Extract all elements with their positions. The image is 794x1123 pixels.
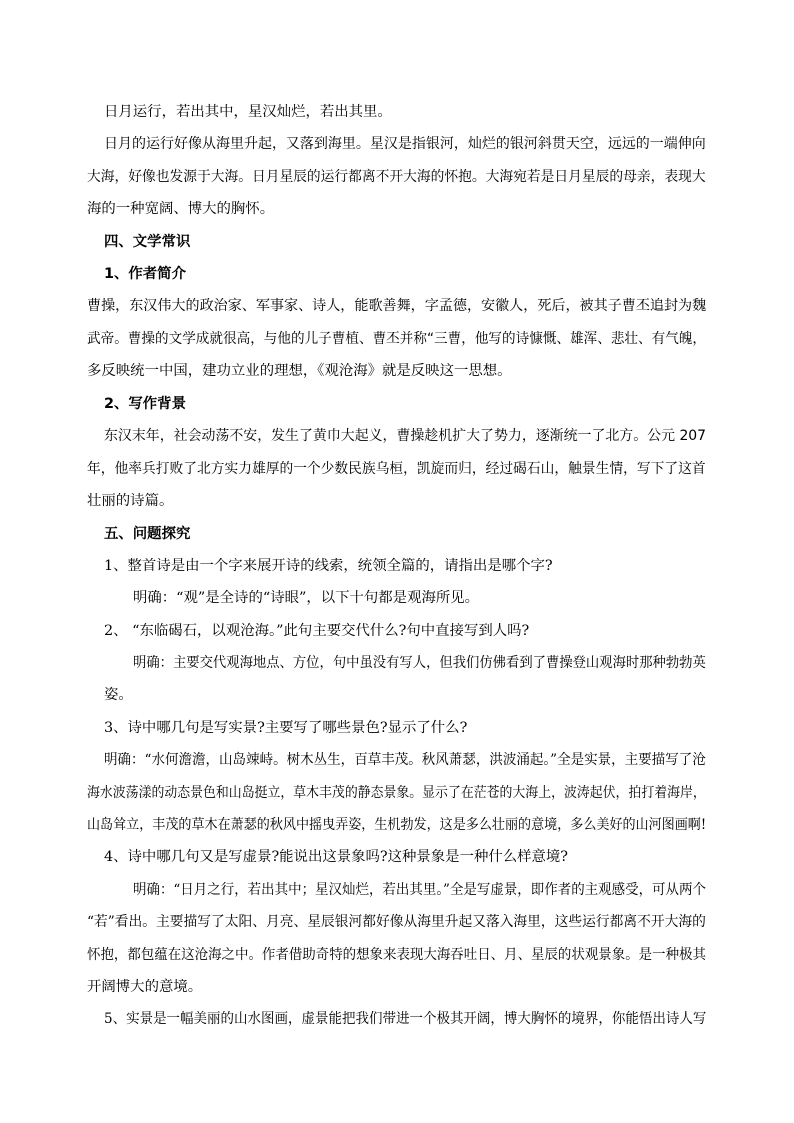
paragraph-line: “若”看出。主要描写了太阳、月亮、星辰银河都好像从海里升起又落入海里，这些运行都离不开大海的 — [87, 914, 706, 930]
paragraph-line: 东汉末年，社会动荡不安，发生了黄巾大起义，曹操趁机扩大了势力，逐渐统一了北方。公元 207 — [104, 428, 707, 444]
paragraph-line: 明确：“水何澹澹，山岛竦峙。树木丛生，百草丰茂。秋风萧瑟，洪波涌起。”全是实景，主要描写了沧 — [104, 752, 706, 768]
paragraph-line: 多反映统一中国，建功立业的理想，《观沧海》就是反映这一思想。 — [87, 363, 512, 379]
paragraph-line: 3、诗中哪几句是写实景?主要写了哪些景色?显示了什么? — [104, 720, 468, 736]
paragraph-line: 明确：主要交代观海地点、方位，句中虽没有写人，但我们仿佛看到了曹操登山观海时那种勃勃英 — [133, 655, 706, 671]
paragraph-line: 日月的运行好像从海里升起，又落到海里。星汉是指银河，灿烂的银河斜贯天空，远远的一端伸向 — [104, 136, 706, 152]
paragraph-line: 武帝。曹操的文学成就很高，与他的儿子曹植、曹丕并称“三曹，他写的诗慷慨、雄浑、悲壮、有气魄， — [87, 331, 707, 347]
section-heading: 1、作者简介 — [104, 266, 186, 282]
paragraph-line: 开阔博大的意境。 — [87, 979, 203, 995]
paragraph-line: 山岛耸立，丰茂的草木在萧瑟的秋风中摇曳弄姿，生机勃发，这是多么壮丽的意境，多么美好的山河图画啊! — [87, 817, 707, 833]
section-heading: 2、写作背景 — [104, 396, 186, 412]
paragraph-line: 海的一种宽阔、博大的胸怀。 — [87, 201, 275, 217]
paragraph-line: 4、诗中哪几句又是写虚景?能说出这景象吗?这种景象是一种什么样意境? — [104, 849, 569, 865]
section-heading: 四、文学常识 — [104, 234, 191, 250]
paragraph-line: 姿。 — [104, 687, 133, 703]
paragraph-line: 年，他率兵打败了北方实力雄厚的一个少数民族乌桓，凯旋而归，经过碣石山，触景生情，写下了这首 — [87, 461, 706, 477]
paragraph-line: 壮丽的诗篇。 — [87, 493, 174, 509]
paragraph-line: 曹操，东汉伟大的政治家、军事家、诗人，能歌善舞，字孟德，安徽人，死后，被其子曹丕追封为魏 — [87, 298, 707, 314]
paragraph-line: 2、 “东临碣石，以观沧海。”此句主要交代什么?句中直接写到人吗? — [104, 623, 530, 639]
paragraph-line: 日月运行，若出其中，星汉灿烂，若出其里。 — [104, 104, 392, 120]
paragraph-line: 明确：“观”是全诗的“诗眼”，以下十句都是观海所见。 — [133, 590, 480, 606]
paragraph-line: 海水波荡漾的动态景色和山岛挺立，草木丰茂的静态景象。显示了在茫苍的大海上，波涛起伏，拍打着海岸， — [87, 785, 706, 801]
paragraph-line: 1、整首诗是由一个字来展开诗的线索，统领全篇的，请指出是哪个字? — [104, 558, 553, 574]
paragraph-line: 大海，好像也发源于大海。日月星辰的运行都离不开大海的怀抱。大海宛若是日月星辰的母亲，表现大 — [87, 169, 706, 185]
paragraph-line: 明确：“日月之行，若出其中；星汉灿烂，若出其里。”全是写虚景，即作者的主观感受，可从两个 — [133, 882, 706, 898]
paragraph-line: 怀抱，都包蕴在这沧海之中。作者借助奇特的想象来表现大海吞吐日、月、星辰的状观景象。是一种极其 — [87, 947, 706, 963]
section-heading: 五、问题探究 — [104, 526, 191, 542]
paragraph-line: 5、实景是一幅美丽的山水图画，虚景能把我们带进一个极其开阔，博大胸怀的境界，你能悟出诗人写 — [104, 1011, 707, 1027]
